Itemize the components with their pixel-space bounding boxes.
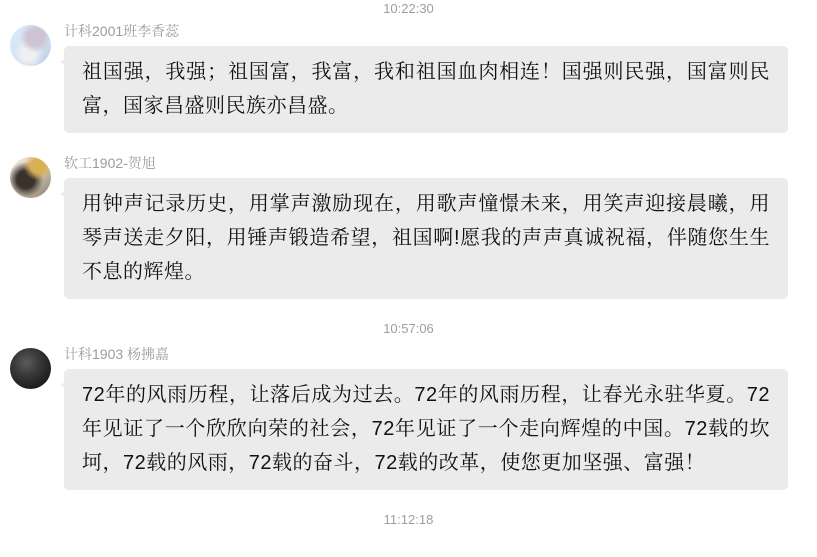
message-body xyxy=(64,23,788,133)
message-bubble[interactable]: 72年的风雨历程，让落后成为过去。72年的风雨历程，让春光永驻华夏。72年见证了一个欣欣向荣的社会，72年见证了一个走向辉煌的中国。72载的坎坷，72载的风雨，72载的奋斗，72载的改革，使您更加坚强、富强！ xyxy=(64,369,788,490)
sender-name: 软工1902-贺旭 xyxy=(64,155,156,171)
chat-message xyxy=(0,346,817,490)
sender-name: 计科2001班李香蕊 xyxy=(64,23,180,39)
user-avatar[interactable] xyxy=(10,348,51,389)
user-avatar[interactable] xyxy=(10,25,51,66)
timestamp: 10:57:06 xyxy=(383,321,434,336)
message-body xyxy=(64,155,788,299)
message-body xyxy=(64,346,788,490)
user-avatar[interactable] xyxy=(10,157,51,198)
timestamp: 10:22:30 xyxy=(383,1,434,16)
message-bubble[interactable]: 用钟声记录历史，用掌声激励现在，用歌声憧憬未来，用笑声迎接晨曦，用琴声送走夕阳，用锤声锻造希望，祖国啊!愿我的声声真诚祝福，伴随您生生不息的辉煌。 xyxy=(64,178,788,299)
chat-message xyxy=(0,155,817,299)
timestamp: 11:12:18 xyxy=(383,512,434,527)
message-bubble[interactable]: 祖国强，我强；祖国富，我富，我和祖国血肉相连！国强则民强，国富则民富，国家昌盛则民族亦昌盛。 xyxy=(64,46,788,133)
chat-message xyxy=(0,23,817,133)
sender-name: 计科1903 杨拂嚞 xyxy=(64,346,170,362)
